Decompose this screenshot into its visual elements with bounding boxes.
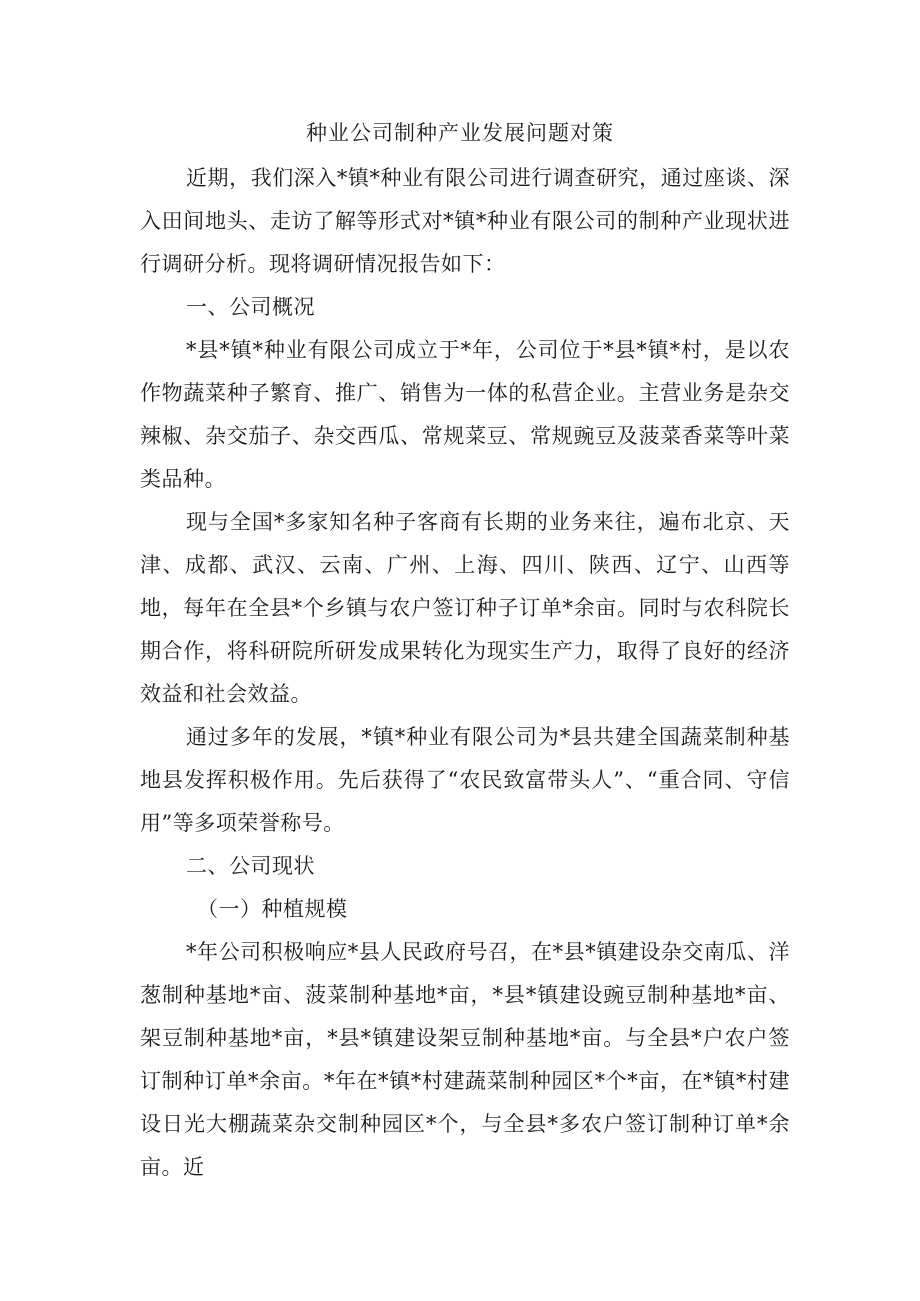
section-heading-company-status: 二、公司现状: [186, 854, 315, 878]
planting-scale-paragraph: *年公司积极响应*县人民政府号召，在*县*镇建设杂交南瓜、洋葱制种基地*亩、菠菜制种基地*亩，*县*镇建设豌豆制种基地*亩、架豆制种基地*亩，*县*镇建设架豆制种基地*亩。与全县*户农户签订制种订单*余亩。*年在*镇*村建蔬菜制种园区*个*亩，在*镇*村建设日光大棚蔬菜杂交制种园区*个，与全县*多农户签订制种订单*余亩。近: [140, 940, 790, 1179]
honors-paragraph: 通过多年的发展，*镇*种业有限公司为*县共建全国蔬菜制种基地县发挥积极作用。先后获得了“农民致富带头人”、“重合同、守信用”等多项荣誉称号。: [140, 725, 790, 835]
document-title: 种业公司制种产业发展问题对策: [306, 121, 614, 145]
company-overview-paragraph: *县*镇*种业有限公司成立于*年，公司位于*县*镇*村，是以农作物蔬菜种子繁育、推广、销售为一体的私营企业。主营业务是杂交辣椒、杂交茄子、杂交西瓜、常规菜豆、常规豌豆及菠菜香菜等叶菜类品种。: [140, 338, 790, 491]
subsection-heading-planting-scale: （一）种植规模: [197, 897, 348, 921]
section-heading-company-overview: 一、公司概况: [186, 295, 315, 319]
intro-paragraph: 近期，我们深入*镇*种业有限公司进行调查研究，通过座谈、深入田间地头、走访了解等形式对*镇*种业有限公司的制种产业现状进行调研分析。现将调研情况报告如下：: [140, 166, 790, 276]
business-partners-paragraph: 现与全国*多家知名种子客商有长期的业务来往，遍布北京、天津、成都、武汉、云南、广州、上海、四川、陕西、辽宁、山西等地，每年在全县*个乡镇与农户签订种子订单*余亩。同时与农科院长期合作，将科研院所研发成果转化为现实生产力，取得了良好的经济效益和社会效益。: [140, 510, 790, 706]
document-body: [140, 157, 790, 1189]
